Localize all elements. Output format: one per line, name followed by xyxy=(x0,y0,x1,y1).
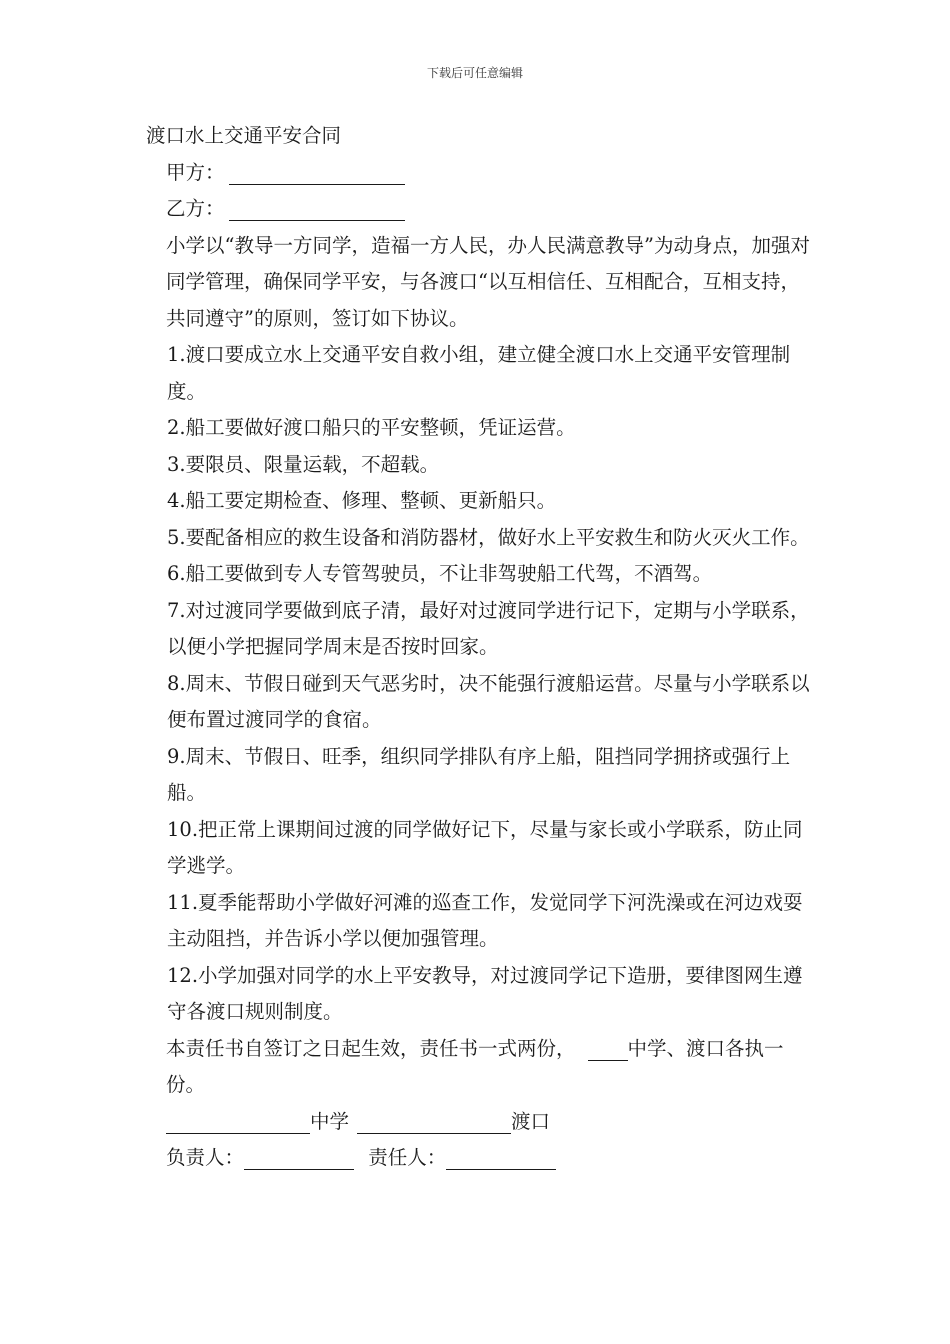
responsible-blank[interactable] xyxy=(244,1143,354,1170)
party-a-blank[interactable] xyxy=(229,158,405,185)
responsible-label: 负责人： xyxy=(166,1146,245,1169)
contract-document xyxy=(146,118,818,1177)
intro-paragraph: 小学以“教导一方同学，造福一方人民，办人民满意教导”为动身点，加强对同学管理，确保同学平安，与各渡口“以互相信任、互相配合，互相支持，共同遵守”的原则，签订如下协议。 xyxy=(166,233,810,330)
party-b-label: 乙方： xyxy=(166,197,225,220)
clause-item: 6.船工要做到专人专管驾驶员，不让非驾驶船工代驾，不酒驾。 xyxy=(167,562,713,585)
liable-label: 责任人： xyxy=(368,1146,447,1169)
clause-item: 3.要限员、限量运载，不超载。 xyxy=(167,452,440,476)
party-b-blank[interactable] xyxy=(229,194,405,221)
party-b-line xyxy=(146,191,818,228)
clause-item: 2.船工要做好渡口船只的平安整顿，凭证运营。 xyxy=(167,416,576,439)
clause-item: 5.要配备相应的救生设备和消防器材，做好水上平安救生和防火灭火工作。 xyxy=(167,525,810,549)
school-signature-blank[interactable] xyxy=(166,1107,310,1134)
liable-blank[interactable] xyxy=(446,1143,556,1170)
document-title: 渡口水上交通平安合同 xyxy=(146,124,342,147)
clause-item: 11.夏季能帮助小学做好河滩的巡查工作，发觉同学下河洗澡或在河边戏耍主动阻挡，并告诉小学以便加强管理。 xyxy=(167,890,803,950)
school-name-blank[interactable] xyxy=(588,1034,628,1061)
sign-ferry-label: 渡口 xyxy=(511,1109,551,1133)
party-a-label: 甲方： xyxy=(166,160,225,184)
closing-text-before: 本责任书自签订之日起生效，责任书一式两份， xyxy=(166,1036,576,1060)
signature-parties-line xyxy=(146,1104,818,1141)
clause-item: 1.渡口要成立水上交通平安自救小组，建立健全渡口水上交通平安管理制度。 xyxy=(167,343,791,403)
clause-item: 4.船工要定期检查、修理、整顿、更新船只。 xyxy=(167,489,557,512)
signature-persons-line xyxy=(146,1140,818,1177)
clause-item: 7.对过渡同学要做到底子清，最好对过渡同学进行记下，定期与小学联系，以便小学把握同学周末是否按时回家。 xyxy=(167,598,810,658)
clause-item: 12.小学加强对同学的水上平安教导，对过渡同学记下造册，要律图网生遵守各渡口规则制度。 xyxy=(167,963,803,1023)
party-a-line xyxy=(146,155,818,192)
ferry-signature-blank[interactable] xyxy=(357,1107,511,1134)
clause-item: 9.周末、节假日、旺季，组织同学排队有序上船，阻挡同学拥挤或强行上船。 xyxy=(167,744,791,804)
sign-school-label: 中学 xyxy=(310,1109,350,1133)
page-header-note: 下载后可任意编辑 xyxy=(426,66,523,80)
clause-item: 10.把正常上课期间过渡的同学做好记下，尽量与家长或小学联系，防止同学逃学。 xyxy=(167,817,803,877)
closing-paragraph xyxy=(146,1031,818,1104)
clause-item: 8.周末、节假日碰到天气恶劣时，决不能强行渡船运营。尽量与小学联系以便布置过渡同学的食宿。 xyxy=(167,671,810,731)
closing-text-after: 中学、渡口各执一份。 xyxy=(166,1036,784,1096)
